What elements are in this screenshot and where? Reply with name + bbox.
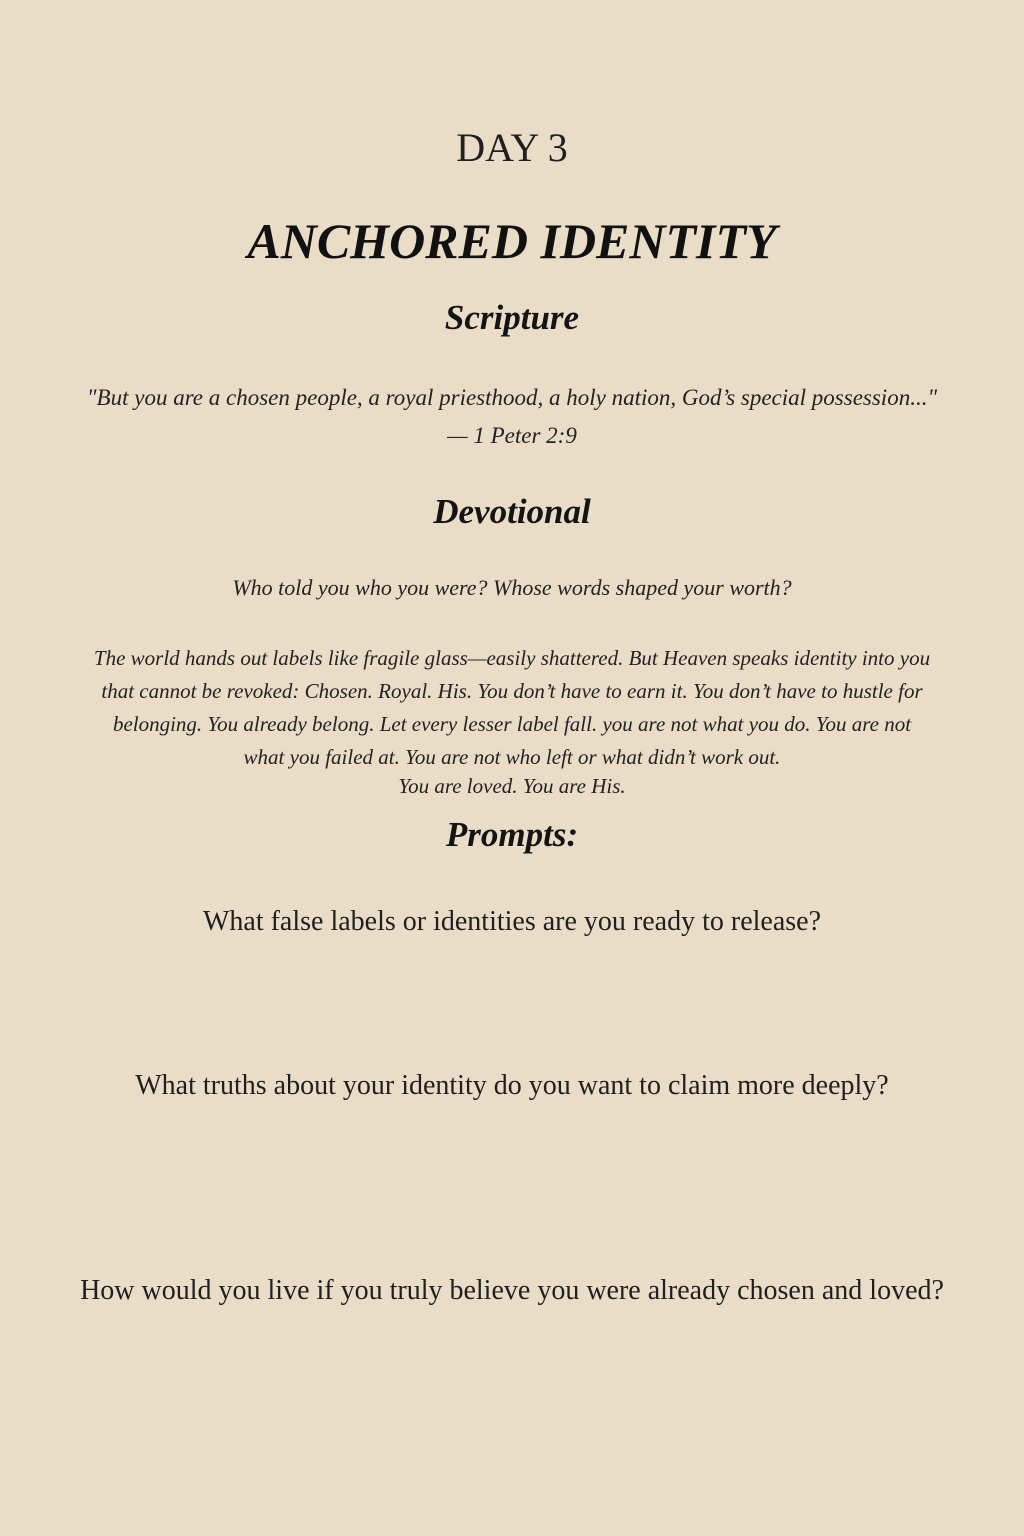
day-label: DAY 3 xyxy=(456,125,568,170)
scripture-reference: — 1 Peter 2:9 xyxy=(447,423,577,448)
devotional-heading: Devotional xyxy=(433,492,591,531)
page-title: ANCHORED IDENTITY xyxy=(247,213,777,269)
scripture-quote: "But you are a chosen people, a royal priesthood, a holy nation, God’s special possession..." xyxy=(86,385,938,410)
devotional-body: The world hands out labels like fragile glass—easily shattered. But Heaven speaks identity into you that cannot be revoked: Chosen. Royal. His. You don’t have to earn it. You don’t have to hustle for belonging. You already belong. Let every lesser label fall. you are not what you do. You are not what you failed at. You are not who left or what didn’t work out. xyxy=(93,646,931,769)
devotional-lead: Who told you who you were? Whose words shaped your worth? xyxy=(232,575,792,600)
prompt-item: What false labels or identities are you ready to release? xyxy=(202,906,822,937)
prompt-item: How would you live if you truly believe you were already chosen and loved? xyxy=(80,1275,944,1306)
prompts-heading: Prompts: xyxy=(445,815,579,854)
prompt-item: What truths about your identity do you want to claim more deeply? xyxy=(135,1070,889,1101)
scripture-heading: Scripture xyxy=(444,298,580,337)
devotional-closing: You are loved. You are His. xyxy=(398,774,626,798)
